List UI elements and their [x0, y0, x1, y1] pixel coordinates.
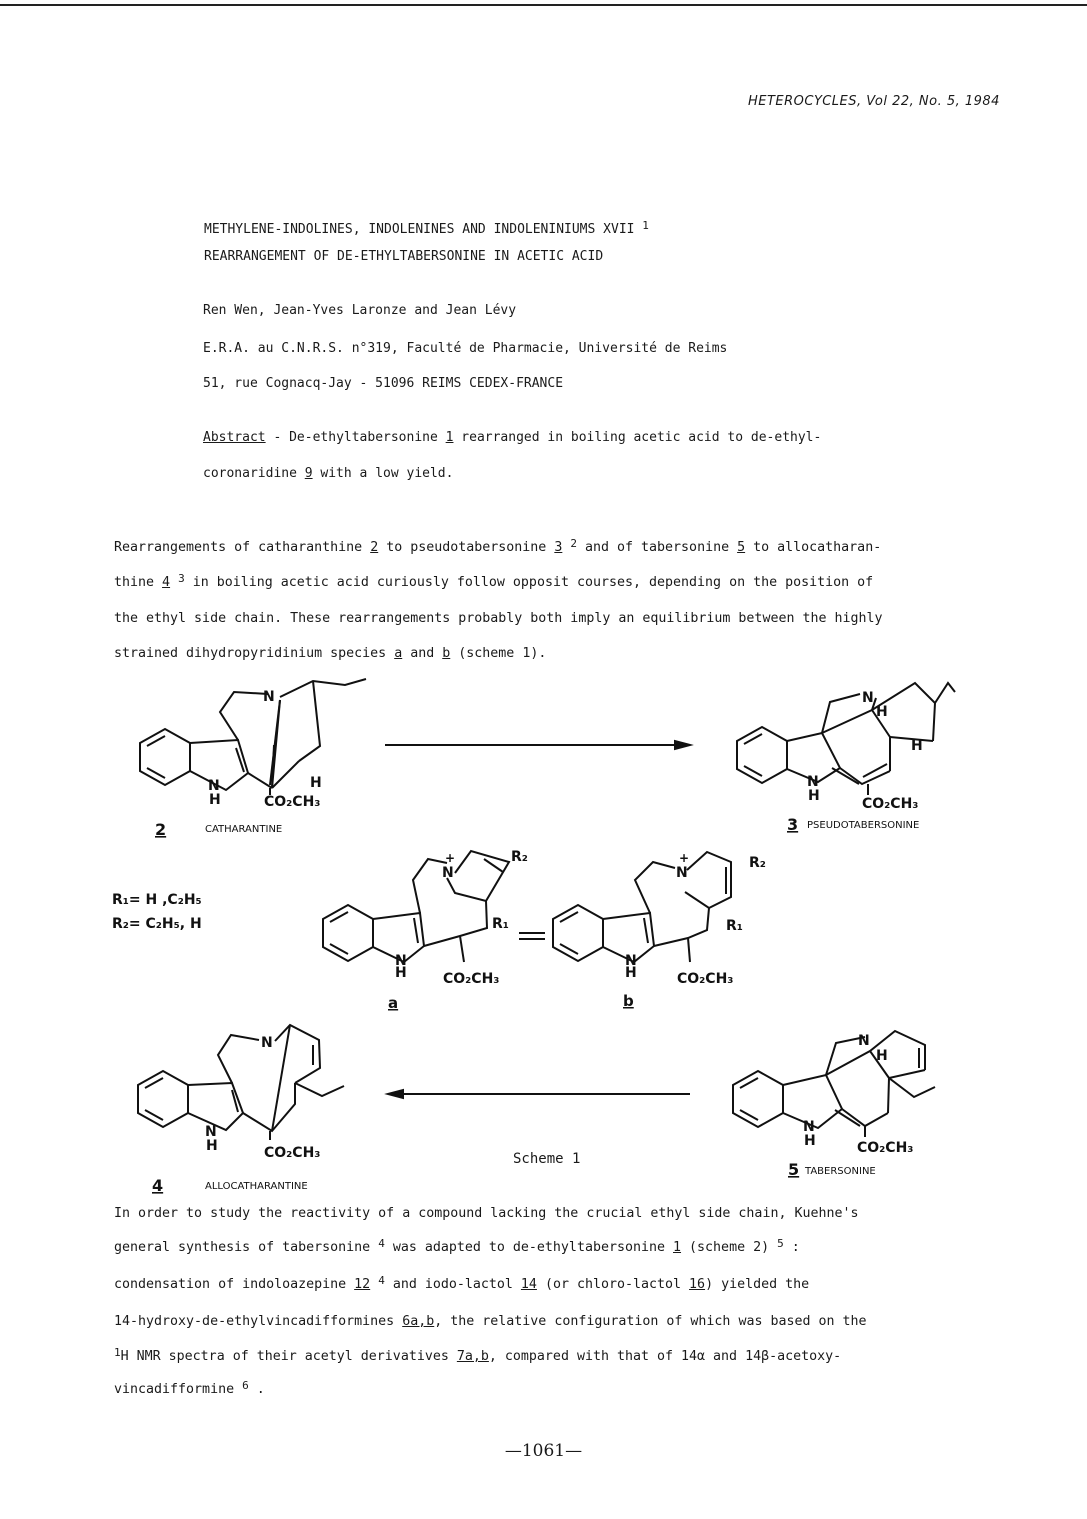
- ester-label: CO₂CH₃: [264, 1145, 321, 1161]
- compound-name: TABERSONINE: [805, 1166, 876, 1177]
- para1-line-4: strained dihydropyridinium species a and b (scheme 1).: [114, 646, 547, 661]
- atom-h: H: [395, 965, 407, 981]
- atom-h: H: [808, 788, 820, 804]
- ester-label: CO₂CH₃: [677, 971, 734, 987]
- compound-name: ALLOCATHARANTINE: [205, 1181, 308, 1192]
- journal-header: HETEROCYCLES, Vol 22, No. 5, 1984: [748, 94, 1000, 109]
- substituent-r2: R₂= C₂H₅, H: [112, 916, 202, 932]
- substituent-r1: R₁= H ,C₂H₅: [112, 892, 202, 908]
- para1-line-2: thine 4 $^3$ in boiling acetic acid curiously follow opposit courses, depending on the position of: [114, 572, 874, 590]
- structure-catharanthine: [140, 679, 366, 795]
- ester-label: CO₂CH₃: [862, 796, 919, 812]
- abstract-line-2: coronaridine 9 with a low yield.: [203, 466, 454, 481]
- atom-n: N: [625, 953, 637, 969]
- para2-line-6: vincadifformine $^6$ .: [114, 1379, 265, 1397]
- para1-line-1: Rearrangements of catharanthine 2 to pseudotabersonine 3 $^2$ and of tabersonine 5 to allocatharan-: [114, 537, 882, 555]
- ester-label: CO₂CH₃: [264, 794, 321, 810]
- affiliation-line-1: E.R.A. au C.N.R.S. n°319, Faculté de Pharmacie, Université de Reims: [203, 341, 728, 356]
- structure-allocatharantine: [138, 1025, 344, 1140]
- ester-label: CO₂CH₃: [857, 1140, 914, 1156]
- atom-h: H: [310, 775, 322, 791]
- atom-n: N: [395, 953, 407, 969]
- title-ref: 1: [642, 219, 649, 232]
- para1-line-3: the ethyl side chain. These rearrangements probably both imply an equilibrium between the highly: [114, 611, 883, 626]
- atom-n: N: [862, 690, 874, 706]
- atom-h: H: [625, 965, 637, 981]
- structure-b: [553, 852, 731, 962]
- atom-n: N: [208, 778, 220, 794]
- compound-name: CATHARANTINE: [205, 824, 283, 835]
- page-number: —1061—: [504, 1441, 583, 1461]
- compound-name: PSEUDOTABERSONINE: [807, 820, 920, 831]
- para2-line-4: 14-hydroxy-de-ethylvincadifformines 6a,b, the relative configuration of which was based on the: [114, 1314, 867, 1329]
- compound-number: 5: [788, 1160, 800, 1179]
- atom-r2: R₂: [511, 849, 528, 865]
- atom-n: N: [676, 865, 688, 881]
- title-line-2: REARRANGEMENT OF DE-ETHYLTABERSONINE IN ACETIC ACID: [204, 249, 604, 264]
- title-line-1: [204, 219, 649, 237]
- atom-h: H: [876, 1048, 888, 1064]
- compound-number: 4: [152, 1176, 164, 1195]
- atom-r1: R₁: [492, 916, 509, 932]
- compound-number: 3: [787, 815, 799, 834]
- compound-ref: 1: [445, 430, 454, 445]
- charge: +: [679, 851, 690, 865]
- atom-h: H: [206, 1138, 218, 1154]
- atom-n: N: [205, 1124, 217, 1140]
- atom-n: N: [803, 1119, 815, 1135]
- compound-number: b: [623, 992, 634, 1010]
- structure-a: [323, 851, 509, 962]
- scheme-caption: Scheme 1: [513, 1151, 581, 1167]
- atom-h: H: [876, 704, 888, 720]
- atom-r1: R₁: [726, 918, 743, 934]
- charge: +: [445, 851, 456, 865]
- atom-n: N: [261, 1035, 273, 1051]
- atom-h: H: [209, 792, 221, 808]
- atom-n: N: [442, 865, 454, 881]
- atom-h: H: [911, 738, 923, 754]
- abstract-line-1: Abstract - De-ethyltabersonine 1 rearranged in boiling acetic acid to de-ethyl-: [203, 430, 822, 445]
- title-text-1: METHYLENE-INDOLINES, INDOLENINES AND INDOLENINIUMS XVII: [204, 222, 635, 237]
- authors: Ren Wen, Jean-Yves Laronze and Jean Lévy: [203, 303, 517, 318]
- para2-line-3: condensation of indoloazepine 12 $^4$ and iodo-lactol 14 (or chloro-lactol 16) yielded the: [114, 1274, 810, 1292]
- atom-r2: R₂: [749, 855, 766, 871]
- para2-line-2: general synthesis of tabersonine $^4$ was adapted to de-ethyltabersonine 1 (scheme 2) $^5$ :: [114, 1237, 800, 1255]
- atom-n: N: [263, 689, 275, 705]
- affiliation-line-2: 51, rue Cognacq-Jay - 51096 REIMS CEDEX-FRANCE: [203, 376, 564, 391]
- atom-h: H: [804, 1133, 816, 1149]
- ester-label: CO₂CH₃: [443, 971, 500, 987]
- compound-number: a: [388, 994, 399, 1012]
- abstract-label: Abstract: [203, 430, 266, 445]
- structure-tabersonine: [733, 1031, 935, 1137]
- para2-line-1: In order to study the reactivity of a compound lacking the crucial ethyl side chain, Kuehne's: [114, 1206, 859, 1221]
- scheme-1-diagram: [0, 665, 1087, 1200]
- top-rule: [0, 4, 1087, 6]
- compound-number: 2: [155, 820, 167, 839]
- compound-ref: 9: [304, 466, 313, 481]
- para2-line-5: $^1$H NMR spectra of their acetyl derivatives 7a,b, compared with that of 14α and 14β-acetoxy-: [114, 1346, 842, 1364]
- atom-n: N: [807, 774, 819, 790]
- atom-n: N: [858, 1033, 870, 1049]
